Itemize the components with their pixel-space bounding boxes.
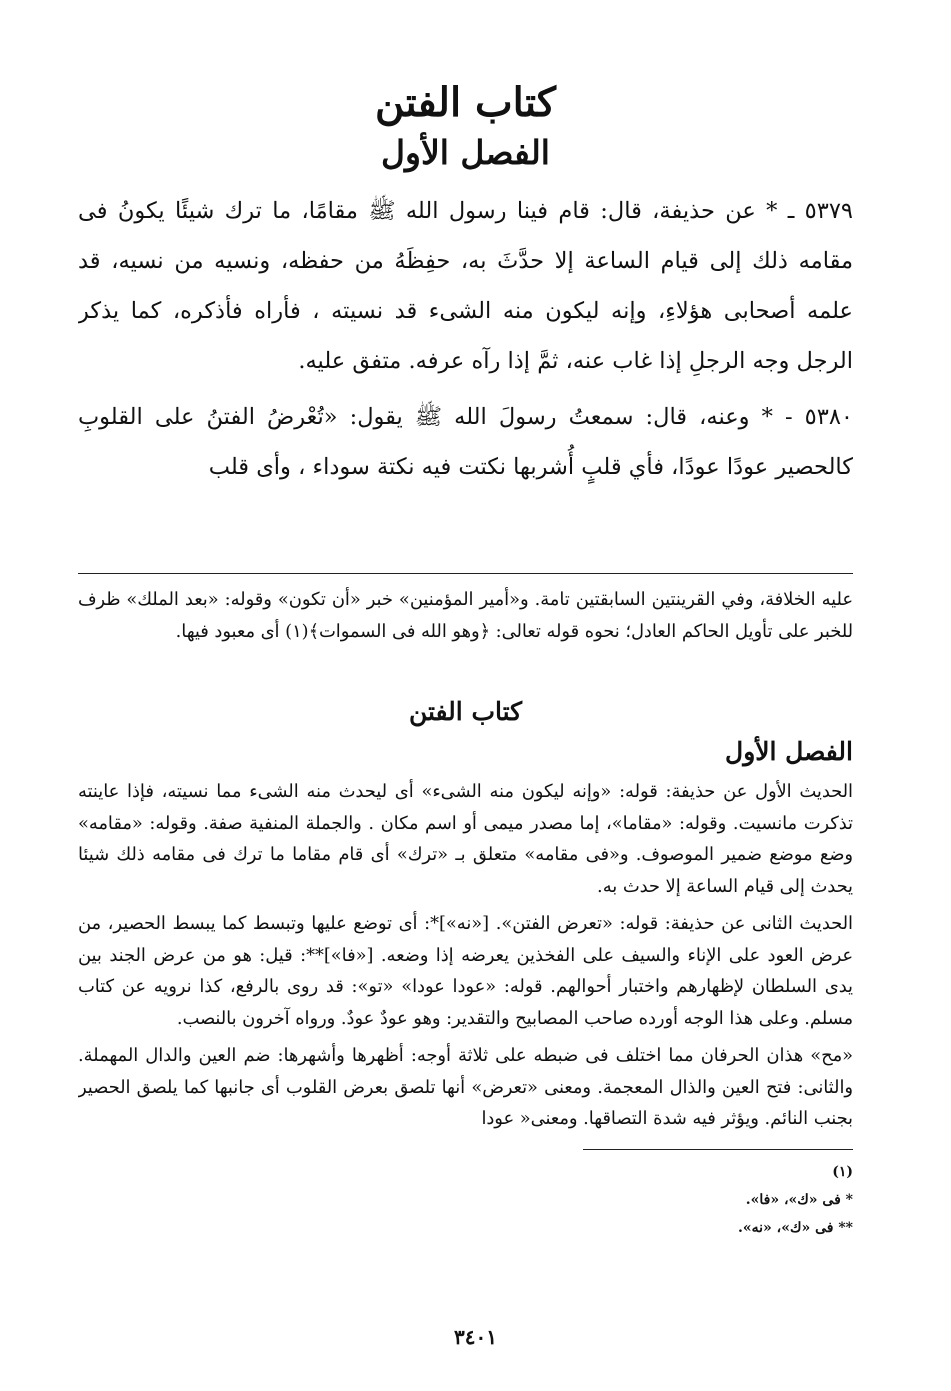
text-commentary-divider <box>78 573 853 574</box>
footnote-divider <box>583 1149 853 1150</box>
page-number: ٣٤٠١ <box>454 1325 497 1349</box>
footnote: * فى «ك»، «فا». <box>745 1191 853 1208</box>
commentary-paragraph: «مح» هذان الحرفان مما اختلف فى ضبطه على ثلاثة أوجه: أظهرها وأشهرها: ضم العين والدال المهملة. والثانى: فتح العين والذال المعجمة. ومعنى «تعرض» أنها تلصق بعرض القلوب أى جانبها كما يلصق الحصير بجنب النائم. ويؤثر فيه شدة التصاقها. ومعنى« عودا <box>78 1045 853 1129</box>
commentary-paragraph: الحديث الأول عن حذيفة: قوله: «وإنه ليكون منه الشىء» أى ليحدث منه الشىء مما نسيته، فإذا عاينته تذكرت مانسيت. وقوله: «مقاما»، إما مصدر ميمى أو اسم مكان . والجملة المنفية صفة. وقوله: «مقامه» وضع موضع ضمير الموصوف. و«فى مقامه» متعلق بـ «ترك» أى قام مقاما ما ترك فى مقامه ذلك شيئا يحدث إلى قيام الساعة إلا حدث به. <box>78 781 853 897</box>
commentary <box>78 584 853 1135</box>
commentary-chapter-title: الفصل الأول <box>725 737 853 766</box>
chapter-title: الفصل الأول <box>381 133 550 172</box>
hadith-5379: ٥٣٧٩ ـ * عن حذيفة، قال: قام فينا رسول الله ﷺ مقامًا، ما ترك شيئًا يكونُ فى مقامه ذلك إلى قيام الساعة إلا حدَّثَ به، حفِظَهُ من حفظه، ونسيه من نسيه، قد علمه أصحابى هؤلاءِ، وإنه ليكون منه الشىء قد نسيته ، فأراه فأذكره، كما يذكر الرجل وجه الرجلِ إذا غاب عنه، ثمَّ إذا رآه عرفه. متفق عليه. <box>78 198 853 374</box>
page-content <box>78 78 853 1242</box>
main-text <box>78 186 853 561</box>
book-title: كتاب الفتن <box>375 79 556 126</box>
footnote: (١) <box>832 1163 853 1180</box>
commentary-paragraph: الحديث الثانى عن حذيفة: قوله: «تعرض الفتن». [«نه»]*: أى توضع عليها وتبسط كما يبسط الحصير، من عرض العود على الإناء والسيف على الفخذين يعرضه إذا وضعه. [«فا»]**: قيل: هو من عرض الجند بين يدى السلطان لإظهارهم واختبار أحوالهم. قوله: «عودا عودا» «تو»: قد روى بالرفع، كذا نرويه عن كتاب مسلم. وعلى هذا الوجه أورده صاحب المصابيح والتقدير: وهو عودٌ عودٌ. ورواه آخرون بالنصب. <box>78 913 853 1029</box>
footnotes <box>78 1158 853 1242</box>
footnote: ** فى «ك»، «نه». <box>738 1219 853 1236</box>
hadith-5380: ٥٣٨٠ - * وعنه، قال: سمعتُ رسولَ الله ﷺ يقول: «تُعْرضُ الفتنُ على القلوبِ كالحصير عودًا عودًا، فأي قلبٍ أُشربها نكتت فيه نكتة سوداء ، وأى قلب <box>78 404 853 480</box>
commentary-continuation: عليه الخلافة، وفي القرينتين السابقتين تامة. و«أمير المؤمنين» خبر «أن تكون» وقوله: «بعد الملك» ظرف للخبر على تأويل الحاكم العادل؛ نحوه قوله تعالى: ﴿وهو الله فى السموات﴾(١) أى معبود فيها. <box>78 589 853 642</box>
commentary-book-title: كتاب الفتن <box>408 697 523 726</box>
